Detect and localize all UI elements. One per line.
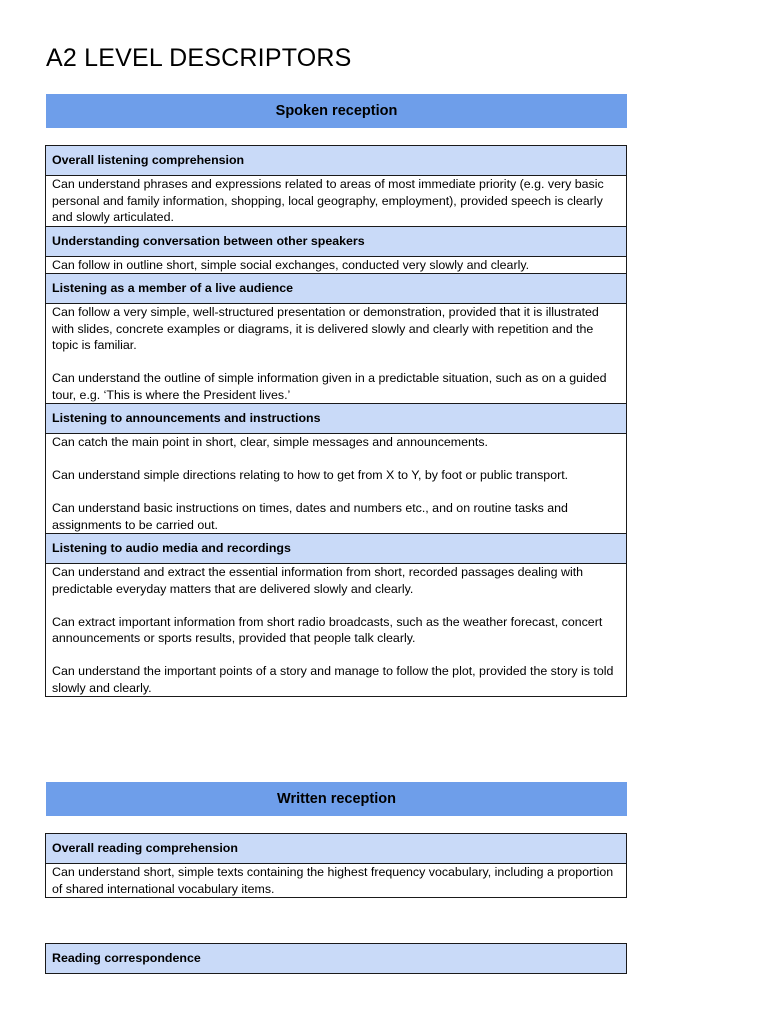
row-body-conversation-between-speakers — [46, 256, 627, 274]
row-body-announcements-instructions — [46, 434, 627, 534]
spoken-reception-table — [45, 145, 627, 697]
row-header-overall-reading: Overall reading comprehension — [46, 834, 627, 864]
descriptor-text: Can understand simple directions relating to how to get from X to Y, by foot or public transport. — [52, 468, 569, 482]
descriptor-text: Can catch the main point in short, clear, simple messages and announcements. — [52, 435, 488, 449]
row-body-audio-media-recordings — [46, 564, 627, 697]
row-header-live-audience: Listening as a member of a live audience — [46, 274, 627, 304]
descriptor-text: Can understand basic instructions on times, dates and numbers etc., and on routine tasks and assignments to be carried out. — [52, 501, 568, 532]
row-body-live-audience — [46, 304, 627, 404]
descriptor-text: Can understand the important points of a story and manage to follow the plot, provided the story is told slowly and clearly. — [52, 664, 614, 695]
descriptor-text: Can understand the outline of simple information given in a predictable situation, such as on a guided tour, e.g. ‘This is where the President lives.’ — [52, 371, 607, 402]
descriptor-text: Can understand short, simple texts containing the highest frequency vocabulary, including a proportion of shared international vocabulary items. — [52, 865, 614, 896]
written-reception-table — [45, 833, 627, 898]
row-body-overall-listening — [46, 176, 627, 227]
reading-correspondence-table — [45, 943, 627, 974]
row-header-audio-media-recordings: Listening to audio media and recordings — [46, 534, 627, 564]
row-header-reading-correspondence: Reading correspondence — [46, 944, 627, 974]
descriptor-text: Can extract important information from short radio broadcasts, such as the weather forecast, concert announcements or sports results, provided that people talk clearly. — [52, 614, 603, 645]
row-header-conversation-between-speakers: Understanding conversation between other speakers — [46, 226, 627, 256]
section-heading-spoken-reception: Spoken reception — [46, 94, 627, 128]
descriptor-text: Can understand phrases and expressions related to areas of most immediate priority (e.g. very basic personal and family information, shopping, local geography, employment), provided speech is clearly and slowly articulated. — [52, 177, 604, 224]
descriptor-text: Can understand and extract the essential information from short, recorded passages dealing with predictable everyday matters that are delivered slowly and clearly. — [52, 565, 584, 596]
row-body-overall-reading — [46, 864, 627, 898]
row-header-announcements-instructions: Listening to announcements and instructions — [46, 404, 627, 434]
descriptor-text: Can follow a very simple, well-structured presentation or demonstration, provided that it is illustrated with slides, concrete examples or diagrams, it is delivered slowly and clearly with repetition and the topic is familiar. — [52, 305, 599, 352]
section-heading-written-reception: Written reception — [46, 782, 627, 816]
row-header-overall-listening: Overall listening comprehension — [46, 146, 627, 176]
page-title: A2 LEVEL DESCRIPTORS — [46, 44, 352, 72]
descriptor-text: Can follow in outline short, simple social exchanges, conducted very slowly and clearly. — [52, 257, 530, 272]
